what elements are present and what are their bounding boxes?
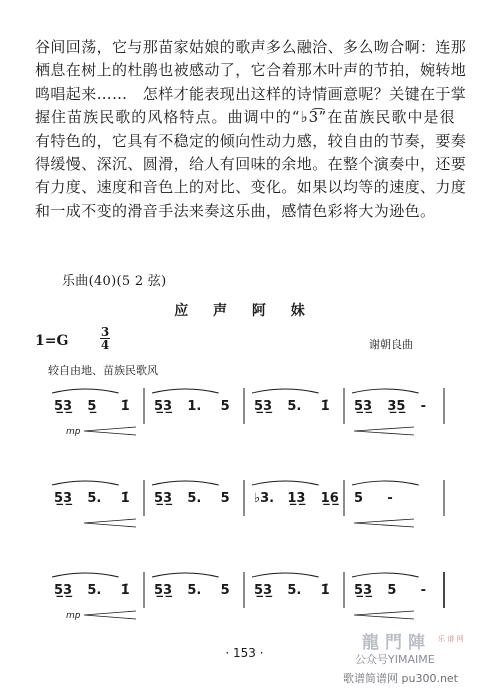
slur bbox=[252, 481, 319, 485]
slur bbox=[352, 389, 419, 393]
note: 5̲3̲ bbox=[154, 399, 173, 414]
tempo-marking: 较自由地、苗族民歌风 bbox=[48, 364, 158, 377]
note: 1̇ bbox=[120, 583, 130, 598]
note: - bbox=[387, 491, 393, 506]
prose-line: 栖息在树上的杜鹃也被感动了，它合着那木叶声的节拍，婉转地 bbox=[35, 61, 467, 80]
note: - bbox=[420, 399, 427, 414]
crescendo-hairpin bbox=[354, 611, 414, 619]
prose-line: 谷间回荡，它与那苗家姑娘的歌声多么融洽、多么吻合啊：连那 bbox=[35, 38, 467, 56]
note: 5. bbox=[287, 583, 302, 598]
prose-line: 有力度、速度和音色上的对比、变化。如果以均等的速度、力度 bbox=[35, 178, 467, 197]
song-title: 应 声 阿 妹 bbox=[174, 303, 315, 319]
slur bbox=[252, 389, 319, 393]
note: 5̲3̲ bbox=[254, 583, 273, 598]
note: - bbox=[420, 583, 427, 598]
note: 5̲3̲ bbox=[54, 491, 73, 506]
note: ♭3. bbox=[254, 491, 275, 506]
time-signature bbox=[100, 326, 110, 351]
note: 5. bbox=[187, 491, 202, 506]
note: 5. bbox=[87, 583, 102, 598]
watermark-site: 公众号YIMAIME bbox=[355, 653, 435, 666]
slur bbox=[352, 573, 419, 577]
watermark-note: 乐 谱 网 bbox=[438, 635, 464, 643]
note: 5 bbox=[220, 491, 230, 506]
crescendo-hairpin bbox=[354, 519, 414, 527]
note: 1̲3̲ bbox=[287, 491, 306, 506]
slur bbox=[52, 389, 119, 393]
note: 1̇ bbox=[120, 399, 130, 414]
page-number: · 153 · bbox=[225, 646, 264, 660]
note: 5. bbox=[287, 399, 302, 414]
time-signature-top: 3 bbox=[100, 325, 110, 339]
slur bbox=[52, 481, 119, 485]
note: 5 bbox=[220, 583, 230, 598]
note: 5̲3̲ bbox=[354, 583, 373, 598]
time-signature-bottom: 4 bbox=[100, 338, 110, 352]
note: 1̇ bbox=[320, 583, 330, 598]
note: 5̲3̲ bbox=[354, 399, 373, 414]
note: 5̲3̲ bbox=[154, 583, 173, 598]
slur bbox=[52, 573, 119, 577]
slur bbox=[152, 481, 219, 485]
note: 1̇ bbox=[320, 399, 330, 414]
crescendo-hairpin bbox=[354, 427, 414, 435]
note: 5. bbox=[87, 491, 102, 506]
prose-line: 握住苗族民歌的风格特点。曲调中的“♭3͡”在苗族民歌中是很 bbox=[35, 108, 455, 127]
note: 5 bbox=[220, 399, 230, 414]
note: 5. bbox=[187, 583, 202, 598]
note: 5̲3̲ bbox=[254, 399, 273, 414]
note: 1. bbox=[187, 399, 202, 414]
slur bbox=[252, 573, 319, 577]
slur bbox=[152, 573, 219, 577]
note: 3̲5̲ bbox=[387, 399, 406, 414]
prose-line: 得缓慢、深沉、圆滑，给人有回味的余地。在整个演奏中，还要 bbox=[35, 155, 467, 174]
crescendo-hairpin bbox=[84, 611, 136, 619]
prose-line: 有特色的，它具有不稳定的倾向性动力感，较自由的节奏，要奏 bbox=[35, 131, 467, 150]
note: 1̲6̲ bbox=[320, 491, 339, 506]
crescendo-hairpin bbox=[84, 427, 136, 435]
piece-number-label: 乐曲(40)(5 2 弦) bbox=[62, 274, 167, 289]
key-signature: 1=G bbox=[35, 333, 69, 349]
note: 5̲ bbox=[87, 399, 97, 414]
note: 5̲3̲ bbox=[54, 583, 73, 598]
prose-paragraph bbox=[35, 36, 467, 223]
note: 5̲3̲ bbox=[54, 399, 73, 414]
crescendo-hairpin bbox=[84, 519, 136, 527]
prose-line: 和一成不变的滑音手法来奏这乐曲，感情色彩将大为逊色。 bbox=[35, 201, 436, 220]
dynamic-marking: mp bbox=[66, 611, 81, 621]
watermark-logo: 龍門陣 bbox=[362, 633, 431, 653]
note: 5 bbox=[354, 491, 364, 506]
prose-line: 鸣唱起来…… 怎样才能表现出这样的诗情画意呢？关键在于掌 bbox=[35, 84, 467, 103]
dynamic-marking: mp bbox=[66, 427, 81, 437]
watermark-bottom: 歌谱简谱网 pu300.net bbox=[343, 672, 458, 685]
slur bbox=[152, 389, 219, 393]
note: 5̲3̲ bbox=[154, 491, 173, 506]
slur bbox=[352, 481, 419, 485]
note: 5 bbox=[387, 583, 397, 598]
note: 1̇ bbox=[120, 491, 130, 506]
composer-credit: 谢朝良曲 bbox=[369, 338, 413, 351]
